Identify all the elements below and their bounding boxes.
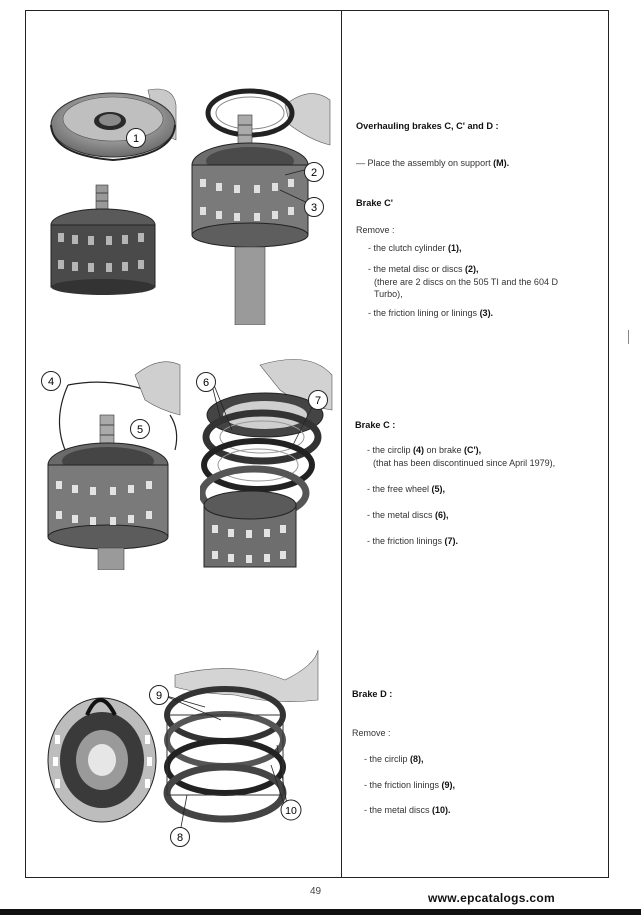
item-ref: (C'),: [464, 445, 482, 455]
brake-c-heading: Brake C :: [355, 420, 396, 430]
brake-d-heading: Brake D :: [352, 689, 393, 699]
callout-7-marker: [306, 388, 330, 412]
section3-item-2: [364, 779, 455, 792]
item-text: - the clutch cylinder: [368, 243, 449, 253]
callout-8-marker: [168, 825, 192, 849]
section2-item-4: [367, 535, 458, 548]
item-text: on brake: [424, 445, 465, 455]
item-ref: (7).: [444, 536, 459, 546]
section2-item-3: [367, 509, 449, 522]
item-text: - the metal disc or discs: [368, 264, 466, 274]
item-text: - the circlip: [364, 754, 411, 764]
item-text: - the friction linings: [367, 536, 445, 546]
section1-item-1: [368, 242, 462, 255]
section1-heading: Overhauling brakes C, C' and D :: [356, 121, 499, 131]
item-text: - the friction linings: [364, 780, 442, 790]
callout-3-marker: [302, 195, 326, 219]
section2-item-2: [367, 483, 445, 496]
item-text: - the metal discs: [364, 805, 433, 815]
callout-9-marker: [147, 683, 171, 707]
section2-item-1: [367, 444, 481, 457]
callout-1-marker: [124, 126, 148, 150]
section1-intro: [356, 157, 509, 170]
item-ref: (3).: [479, 308, 494, 318]
margin-mark: [628, 330, 629, 344]
callout-6: 6: [202, 377, 210, 389]
section3-item-3: [364, 804, 451, 817]
callout-6-marker: [194, 370, 218, 394]
intro-text: — Place the assembly on support: [356, 158, 494, 168]
section1-item-2-note-1: (there are 2 discs on the 505 TI and the 604 D: [374, 277, 558, 287]
item-ref: (9),: [441, 780, 456, 790]
callout-3: 3: [310, 202, 318, 214]
callout-10-marker: [278, 798, 304, 822]
callout-5-marker: [128, 417, 152, 441]
item-ref: (1),: [448, 243, 462, 253]
watermark-link[interactable]: www.epcatalogs.com: [428, 891, 555, 905]
page-number: 49: [310, 886, 322, 897]
intro-ref: (M).: [493, 158, 510, 168]
callout-8: 8: [176, 832, 184, 844]
callout-2-marker: [302, 160, 326, 184]
item-ref: (8),: [410, 754, 424, 764]
brake-c-prime-heading: Brake C': [356, 198, 393, 208]
item-ref: (10).: [432, 805, 451, 815]
item-ref: (4): [413, 445, 425, 455]
photo-clutch-cylinder: [48, 85, 178, 295]
section1-remove-label: Remove :: [356, 225, 395, 235]
callout-9: 9: [155, 690, 163, 702]
callout-4: 4: [47, 376, 55, 388]
item-text: - the friction lining or linings: [368, 308, 480, 318]
item-ref: (5),: [431, 484, 446, 494]
section2-item-1-note: (that has been discontinued since April 1979),: [373, 458, 556, 468]
item-ref: (6),: [435, 510, 449, 520]
item-text: - the free wheel: [367, 484, 432, 494]
item-ref: (2),: [465, 264, 479, 274]
callout-5: 5: [136, 424, 144, 436]
item-text: - the metal discs: [367, 510, 436, 520]
callout-1: 1: [132, 133, 140, 145]
section3-remove-label: Remove :: [352, 728, 391, 738]
bottom-bar: [0, 909, 641, 915]
item-text: - the circlip: [367, 445, 414, 455]
section3-item-1: [364, 753, 424, 766]
callout-10: 10: [285, 805, 297, 817]
section1-item-2: [368, 263, 479, 276]
callout-7: 7: [314, 395, 322, 407]
column-divider: [341, 10, 342, 878]
section1-item-2-note-2: Turbo),: [374, 289, 403, 299]
callout-4-marker: [39, 369, 63, 393]
section1-item-3: [368, 307, 493, 320]
callout-2: 2: [310, 167, 318, 179]
